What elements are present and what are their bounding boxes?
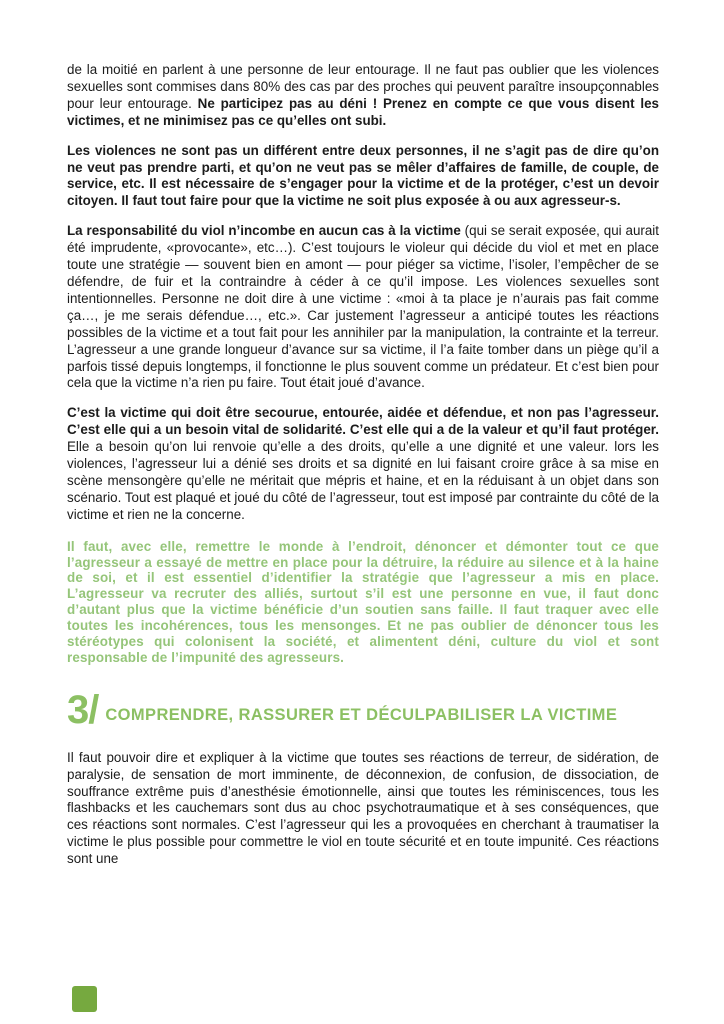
paragraph-deni [67, 62, 659, 130]
section-heading [67, 687, 659, 732]
paragraph-solidarite [67, 405, 659, 523]
paragraph-devoir-citoyen: Les violences ne sont pas un différent entre deux personnes, il ne s’agit pas de dire qu’on ne veut pas prendre parti, et qu’on ne veut pas se mêler d’affaires de famille, de couple, de service, etc. Il est nécessaire de s’engager pour la victime et de la protéger, c’est un devoir citoyen. Il faut tout faire pour que la victime ne soit plus exposée à ou aux agresseur-s. [67, 142, 659, 209]
paragraph-reactions: Il faut pouvoir dire et expliquer à la victime que toutes ses réactions de terreur, de sidération, de paralysie, de sensation de mort imminente, de déconnexion, de confusion, de dissociation, de souffrance extrême puis d’anesthésie émotionnelle, ainsi que toutes les réminiscences, tous les flashbacks et les cauchemars sont dus au choc psychotraumatique et à ses conséquences, que ces réactions sont normales. C’est l’agresseur qui les a provoquées en cherchant à traumatiser la victime le plus possible pour commettre le viol en toute sécurité et en toute impunité. Ces réactions sont une [67, 749, 659, 867]
paragraph-solidarite-text: Elle a besoin qu’on lui renvoie qu’elle a des droits, qu’elle a une dignité et une valeur. lors les violences, l’agresseur lui a dénié ses droits et sa dignité en lui faisant croire grâce à sa mise en scène mensongère qu’elle ne méritait que mépris et haine, et en la réduisant à un objet dans son scénario. Tout est plaqué et joué du côté de l’agresseur, tout est imposé par contrainte du côté de la victime et rien ne la concerne. [67, 439, 659, 522]
paragraph-deni-text: de la moitié en parlent à une personne de leur entourage. Il ne faut pas oublier que les violences sexuelles sont commises dans 80% des cas par des proches qui peuvent paraître insoupçonnables pour leur entourage. [67, 62, 659, 111]
paragraph-green-strategie: Il faut, avec elle, remettre le monde à l’endroit, dénoncer et démonter tout ce que l’agresseur a essayé de mettre en place pour la détruire, la réduire au silence et à la haine de soi, et il est essentiel d’identifier la stratégie que l’agresseur a mis en place. L’agresseur va recruter des alliés, surtout s’il est une personne en vue, il faut donc d’autant plus que la victime bénéficie d’un soutien sans faille. Il faut traquer avec elle toutes les incohérences, tous les mensonges. Et ne pas oublier de dénoncer tous les stéréotypes qui colonisent la société, et alimentent déni, culture du viol et sont responsable de l’impunité des agresseurs. [67, 538, 659, 665]
paragraph-responsabilite-text: (qui se serait exposée, qui aurait été imprudente, «provocante», etc…). C’est toujours le violeur qui décide du viol et met en place toute une stratégie — souvent bien en amont — pour piéger sa victime, l’isoler, l’empêcher de se défendre, de fuir et la contraindre à céder à ce qu’il impose. Les violences sexuelles sont intentionnelles. Personne ne doit dire à une victime : «moi à ta place je n’aurais pas fait comme ça…, je me serais défendue…, etc.». Car justement l’agresseur a anticipé toutes les réactions possibles de la victime et a tout fait pour les annihiler par la manipulation, la contrainte et la terreur. L’agresseur a une grande longueur d’avance sur sa victime, il l’a faite tomber dans un piège qu’il a parfois tissé depuis longtemps, il fonctionne le plus souvent comme un prédateur. Et c’est bien pour cela que la victime n’a rien pu faire. Tout était joué d’avance. [67, 223, 659, 391]
paragraph-deni-bold-text: Ne participez pas au déni ! Prenez en compte ce que vous disent les victimes, et ne minimisez pas ce qu’elles ont subi. [67, 95, 659, 128]
paragraph-responsabilite-bold-text: La responsabilité du viol n’incombe en aucun cas à la victime [67, 223, 461, 239]
paragraph-responsabilite [67, 223, 659, 392]
section-number: 3/ [67, 687, 99, 732]
page-content [67, 62, 659, 881]
section-title: COMPRENDRE, RASSURER ET DÉCULPABILISER LA VICTIME [105, 706, 618, 725]
page-number-badge [72, 986, 97, 1012]
paragraph-solidarite-bold-text: C’est la victime qui doit être secourue, entourée, aidée et défendue, et non pas l’agresseur. C’est elle qui a un besoin vital de solidarité. C’est elle qui a de la valeur et qu’il faut protéger. [67, 405, 659, 438]
